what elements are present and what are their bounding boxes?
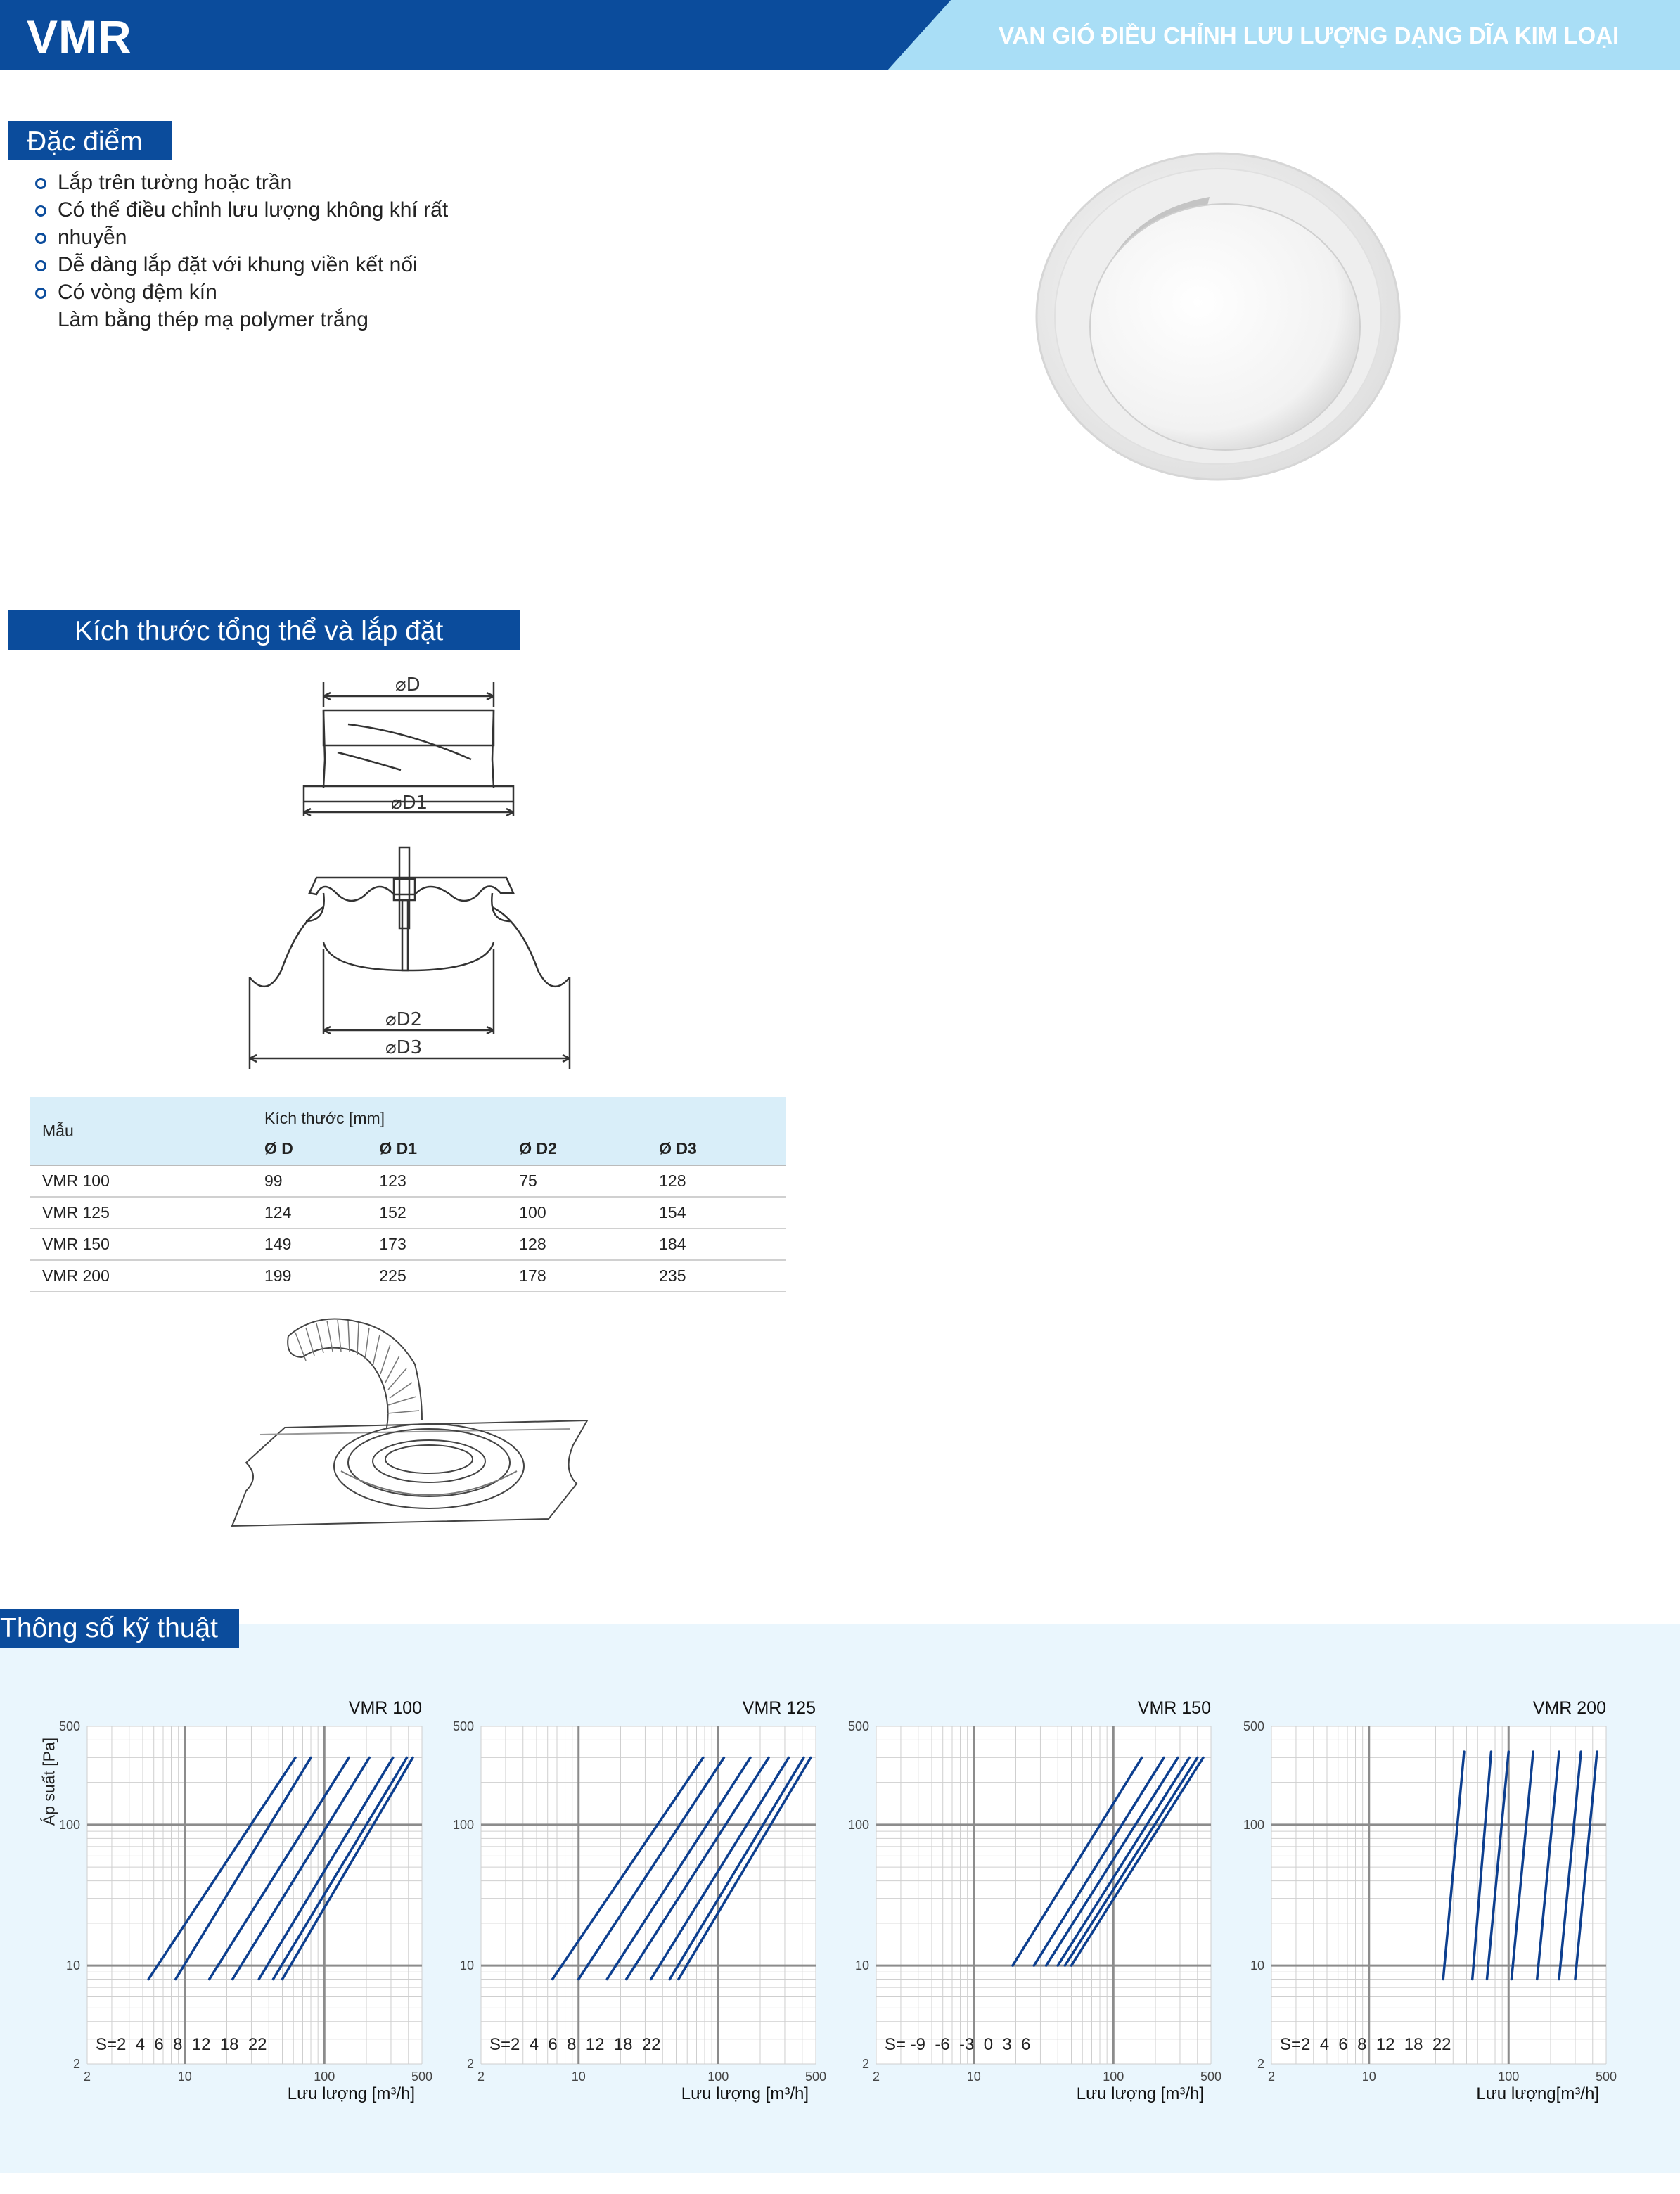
chart-title: VMR 125 [742, 1698, 816, 1718]
value-cell: 124 [252, 1197, 366, 1228]
features-list [34, 169, 448, 333]
s-label: S=2 4 6 8 12 18 22 [1280, 2035, 1451, 2054]
y-tick-label: 10 [1250, 1958, 1264, 1973]
value-cell: 199 [252, 1260, 366, 1292]
model-cell: VMR 200 [30, 1260, 252, 1292]
chart-title: VMR 150 [1137, 1698, 1211, 1718]
chart-title: VMR 200 [1532, 1698, 1606, 1718]
dimensions-table [30, 1097, 786, 1292]
model-cell: VMR 100 [30, 1165, 252, 1197]
value-cell: 178 [506, 1260, 646, 1292]
label-d3: ⌀D3 [385, 1037, 423, 1058]
column-header: Ø D3 [646, 1132, 786, 1165]
specs-ylabel: Áp suất [Pa] [39, 1737, 58, 1826]
x-tick-label: 10 [571, 2070, 586, 2084]
chart-svg [1226, 1684, 1620, 2106]
table-row [30, 1165, 786, 1197]
value-cell: 128 [646, 1165, 786, 1197]
feature-text: Có thể điều chỉnh lưu lượng không khí rất [58, 198, 449, 222]
feature-text: Lắp trên tường hoặc trần [58, 171, 293, 194]
y-tick-label: 500 [847, 1719, 869, 1733]
chart-svg [436, 1684, 830, 2106]
bullet-icon [35, 233, 46, 244]
bullet-icon [35, 288, 46, 299]
feature-text: Có vòng đệm kín [58, 281, 217, 304]
x-tick-label: 500 [804, 2070, 827, 2084]
x-axis-label: Lưu lượng [m³/h] [287, 2084, 415, 2103]
bullet-icon [35, 178, 46, 189]
dimension-drawing [239, 668, 591, 1076]
x-tick-label: 500 [1595, 2070, 1617, 2084]
feature-text: Dễ dàng lắp đặt với khung viền kết nối [58, 253, 418, 276]
header-bar-left [0, 0, 956, 70]
value-cell: 173 [366, 1228, 506, 1260]
x-tick-label: 2 [83, 2070, 91, 2084]
feature-text: Làm bằng thép mạ polymer trắng [58, 308, 368, 331]
specs-heading: Thông số kỹ thuật [0, 1609, 239, 1648]
chart-svg [831, 1684, 1225, 2106]
value-cell: 154 [646, 1197, 786, 1228]
y-tick-label: 2 [861, 2057, 869, 2071]
y-tick-label: 2 [1257, 2057, 1264, 2071]
value-cell: 99 [252, 1165, 366, 1197]
y-tick-label: 500 [1243, 1719, 1264, 1733]
value-cell: 235 [646, 1260, 786, 1292]
x-tick-label: 2 [1267, 2070, 1276, 2084]
column-header: Ø D2 [506, 1132, 646, 1165]
y-tick-label: 500 [58, 1719, 80, 1733]
feature-text: nhuyễn [58, 226, 127, 249]
chart-title: VMR 100 [348, 1698, 422, 1718]
table-row [30, 1197, 786, 1228]
y-tick-label: 100 [1243, 1817, 1264, 1832]
x-axis-label: Lưu lượng[m³/h] [1476, 2084, 1599, 2103]
feature-item [34, 278, 448, 306]
column-header: Ø D [252, 1132, 366, 1165]
value-cell: 184 [646, 1228, 786, 1260]
product-code: VMR [27, 11, 132, 63]
feature-item [34, 251, 448, 278]
y-tick-label: 100 [847, 1817, 869, 1832]
x-tick-label: 2 [477, 2070, 485, 2084]
y-tick-label: 100 [452, 1817, 474, 1832]
dimensions-heading: Kích thước tổng thể và lắp đặt [8, 610, 520, 650]
model-cell: VMR 150 [30, 1228, 252, 1260]
value-cell: 152 [366, 1197, 506, 1228]
plot-area [481, 1726, 816, 2064]
table-row [30, 1260, 786, 1292]
feature-item [34, 196, 448, 224]
y-tick-label: 10 [854, 1958, 869, 1973]
y-tick-label: 2 [466, 2057, 474, 2071]
model-header: Mẫu [30, 1097, 252, 1165]
label-d2: ⌀D2 [385, 1009, 423, 1030]
bullet-icon [35, 260, 46, 271]
product-photo [1027, 148, 1406, 485]
y-tick-label: 100 [58, 1817, 80, 1832]
x-axis-label: Lưu lượng [m³/h] [1076, 2084, 1204, 2103]
chart-vmr-200 [1226, 1684, 1620, 2110]
product-title: VAN GIÓ ĐIỀU CHỈNH LƯU LƯỢNG DẠNG DĨA KIM LOẠI [999, 23, 1620, 49]
x-tick-label: 500 [411, 2070, 433, 2084]
chart-vmr-125 [436, 1684, 830, 2110]
feature-item [34, 224, 448, 251]
feature-item [34, 306, 448, 333]
feature-item [34, 169, 448, 196]
value-cell: 149 [252, 1228, 366, 1260]
x-tick-label: 100 [314, 2070, 335, 2084]
value-cell: 123 [366, 1165, 506, 1197]
x-tick-label: 10 [1361, 2070, 1376, 2084]
features-heading: Đặc điểm [8, 121, 172, 160]
column-header: Ø D1 [366, 1132, 506, 1165]
bullet-icon [35, 205, 46, 217]
s-label: S=2 4 6 8 12 18 22 [489, 2035, 661, 2054]
x-tick-label: 10 [966, 2070, 981, 2084]
chart-vmr-100 [39, 1684, 436, 2110]
y-tick-label: 500 [452, 1719, 474, 1733]
label-d: ⌀D [395, 674, 421, 695]
x-axis-label: Lưu lượng [m³/h] [681, 2084, 809, 2103]
table-body [30, 1165, 786, 1292]
value-cell: 75 [506, 1165, 646, 1197]
table-row [30, 1228, 786, 1260]
x-tick-label: 500 [1200, 2070, 1222, 2084]
installation-sketch [218, 1308, 598, 1554]
chart-vmr-150 [831, 1684, 1225, 2110]
chart-svg [39, 1684, 436, 2106]
label-d1: ⌀D1 [391, 793, 428, 814]
size-header: Kích thước [mm] [252, 1097, 786, 1132]
value-cell: 128 [506, 1228, 646, 1260]
x-tick-label: 10 [177, 2070, 192, 2084]
plot-area [876, 1726, 1211, 2064]
s-label: S=2 4 6 8 12 18 22 [96, 2035, 267, 2054]
value-cell: 100 [506, 1197, 646, 1228]
value-cell: 225 [366, 1260, 506, 1292]
s-label: S= -9 -6 -3 0 3 6 [885, 2035, 1031, 2054]
x-tick-label: 100 [1103, 2070, 1124, 2084]
y-tick-label: 10 [459, 1958, 474, 1973]
y-tick-label: 2 [72, 2057, 80, 2071]
x-tick-label: 2 [872, 2070, 880, 2084]
y-tick-label: 10 [65, 1958, 80, 1973]
plot-area [87, 1726, 422, 2064]
model-cell: VMR 125 [30, 1197, 252, 1228]
x-tick-label: 100 [707, 2070, 729, 2084]
x-tick-label: 100 [1498, 2070, 1520, 2084]
